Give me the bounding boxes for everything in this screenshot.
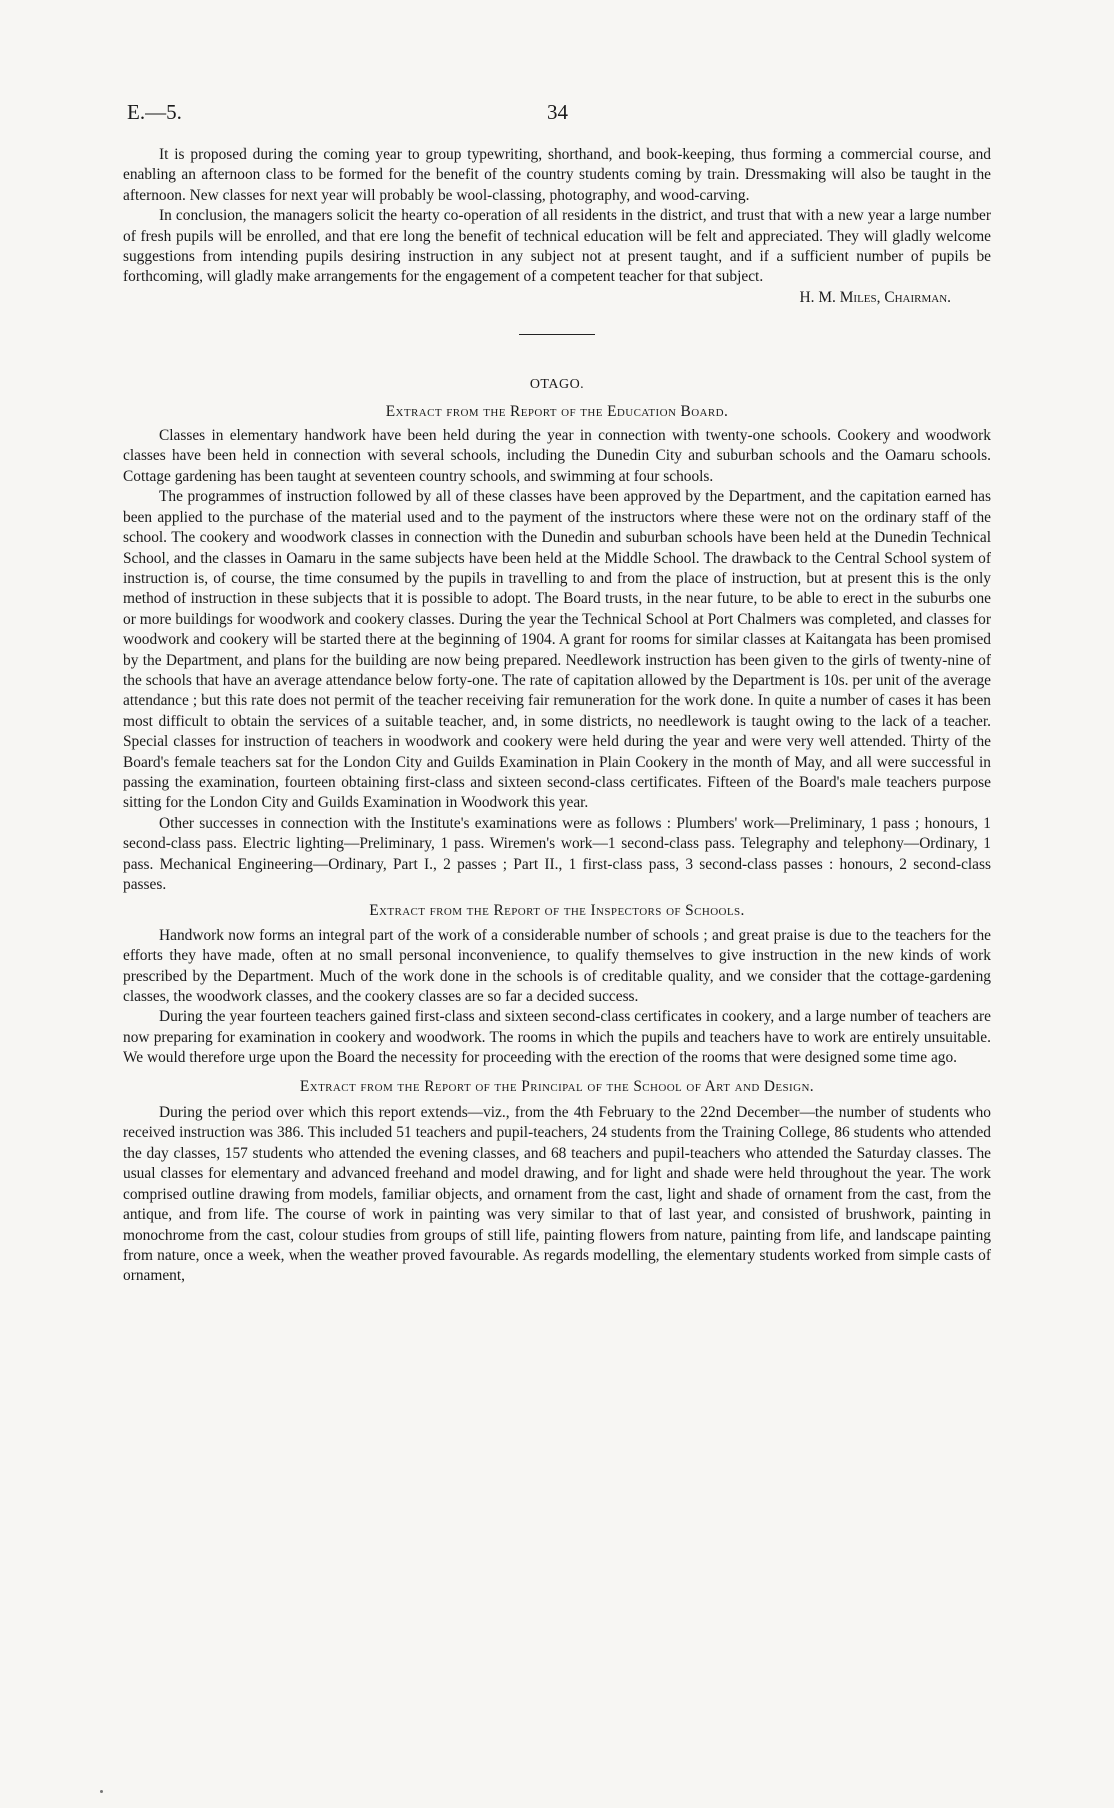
- heading-art-school: Extract from the Report of the Principal of the School of Art and Design.: [299, 1077, 815, 1095]
- heading-inspectors: Extract from the Report of the Inspectors of Schools.: [369, 902, 745, 920]
- board-paragraph-3: Other successes in connection with the Institute's examinations were as follows : Plumbers' work—Preliminary, 1 pass ; honours, 1 second-class pass. Electric lighting—Preliminary, 1 pass. Wiremen's work—1 second-class pass. Telegraphy and telephony—Ordinary, 1 pass. Mechanical Engineering—Ordinary, Part I., 2 passes ; Part II., 1 first-class pass, 3 second-class passes : honours, 2 second-class passes.: [123, 814, 991, 893]
- page-body: [123, 145, 991, 1287]
- section-divider: [519, 334, 595, 335]
- page-number: 34: [547, 100, 568, 124]
- document-reference: E.—5.: [127, 100, 182, 124]
- page-header: [127, 100, 987, 128]
- art-school-paragraph-1: During the period over which this report extends—viz., from the 4th February to the 22nd December—the number of students who received instruction was 386. This included 51 teachers and pupil-teachers, 24 students from the Training College, 86 students who attended the day classes, 157 students who attended the evening classes, and 68 teachers and pupil-teachers who attended the Saturday classes. The usual classes for elementary and advanced freehand and model drawing, and for light and shade were held throughout the year. The work comprised outline drawing from models, familiar objects, and ornament from the cast, light and shade of ornament from the cast, from the antique, and from life. The course of work in painting was very similar to that of last year, and consisted of brushwork, painting in monochrome from the cast, colour studies from groups of still life, painting flowers from nature, painting from life, and landscape painting from nature, once a week, when the weather proved favourable. As regards modelling, the elementary students worked from simple casts of ornament,: [123, 1104, 991, 1285]
- intro-paragraph-1: It is proposed during the coming year to group typewriting, shorthand, and book-keeping, thus forming a commercial course, and enabling an afternoon class to be formed for the benefit of the country students coming by train. Dressmaking will also be taught in the afternoon. New classes for next year will probably be wool-classing, photography, and wood-carving.: [123, 146, 991, 204]
- signature: H. M. Miles, Chairman.: [799, 288, 951, 306]
- inspectors-paragraph-1: Handwork now forms an integral part of the work of a considerable number of schools ; and great praise is due to the teachers for the efforts they have made, often at no small personal inconvenience, to qualify themselves to give instruction in the new kinds of work prescribed by the Department. Much of the work done in the schools is of creditable quality, and we consider that the cottage-gardening classes, the woodwork classes, and the cookery classes are so far a decided success.: [123, 926, 991, 1006]
- section-title-otago: OTAGO.: [529, 377, 585, 393]
- inspectors-paragraph-2: During the year fourteen teachers gained first-class and sixteen second-class certificates in cookery, and a large number of teachers are now preparing for examination in cookery and woodwork. The rooms in which the pupils and teachers have to work are entirely unsuitable. We would therefore urge upon the Board the necessity for proceeding with the erection of the rooms that were designed some time ago.: [123, 1008, 991, 1067]
- board-paragraph-1: Classes in elementary handwork have been held during the year in connection with twenty-one schools. Cookery and woodwork classes have been held in connection with several schools, including the Dunedin City and suburban schools and the Oamaru schools. Cottage gardening has been taught at seventeen country schools, and swimming at four schools.: [123, 427, 991, 485]
- board-paragraph-2: The programmes of instruction followed by all of these classes have been approved by the Department, and the capitation earned has been applied to the purchase of the material used and to the payment of the instructors where these were not on the ordinary staff of the school. The cookery and woodwork classes in connection with the Dunedin and suburban schools have been held at the Dunedin Technical School, and the classes in Oamaru in the same subjects have been held at the Middle School. The drawback to the Central School system of instruction is, of course, the time consumed by the pupils in travelling to and from the place of instruction, but at present this is the only method of instruction in these subjects that it is possible to adopt. The Board trusts, in the near future, to be able to erect in the suburbs one or more buildings for woodwork and cookery classes. During the year the Technical School at Port Chalmers was completed, and classes for woodwork and cookery will be started there at the beginning of 1904. A grant for rooms for similar classes at Kaitangata has been promised by the Department, and plans for the building are now being prepared. Needlework instruction has been given to the girls of twenty-nine of the schools that have an average attendance below forty-one. The rate of capitation allowed by the Department is 10s. per unit of the average attendance ; but this rate does not permit of the teacher receiving fair remuneration for the work done. In quite a number of cases it has been most difficult to obtain the services of a suitable teacher, and, in some districts, no needlework is taught owing to the lack of a teacher. Special classes for instruction of teachers in woodwork and cookery were held during the year and were very well attended. Thirty of the Board's female teachers sat for the London City and Guilds Examination in Plain Cookery in the month of May, and all were successful in passing the examination, fourteen obtaining first-class and sixteen second-class certificates. Fifteen of the Board's male teachers purpose sitting for the London City and Guilds Examination in Woodwork this year.: [123, 488, 991, 812]
- intro-paragraph-2: In conclusion, the managers solicit the hearty co-operation of all residents in the district, and trust that with a new year a large number of fresh pupils will be enrolled, and that ere long the benefit of technical education will be felt and appreciated. They will gladly welcome suggestions from intending pupils desiring instruction in any subject not at present taught, and if a sufficient number of pupils be forthcoming, will gladly make arrangements for the engagement of a competent teacher for that subject.: [123, 207, 991, 286]
- scan-speck: [100, 1790, 103, 1793]
- heading-education-board: Extract from the Report of the Education Board.: [385, 402, 729, 420]
